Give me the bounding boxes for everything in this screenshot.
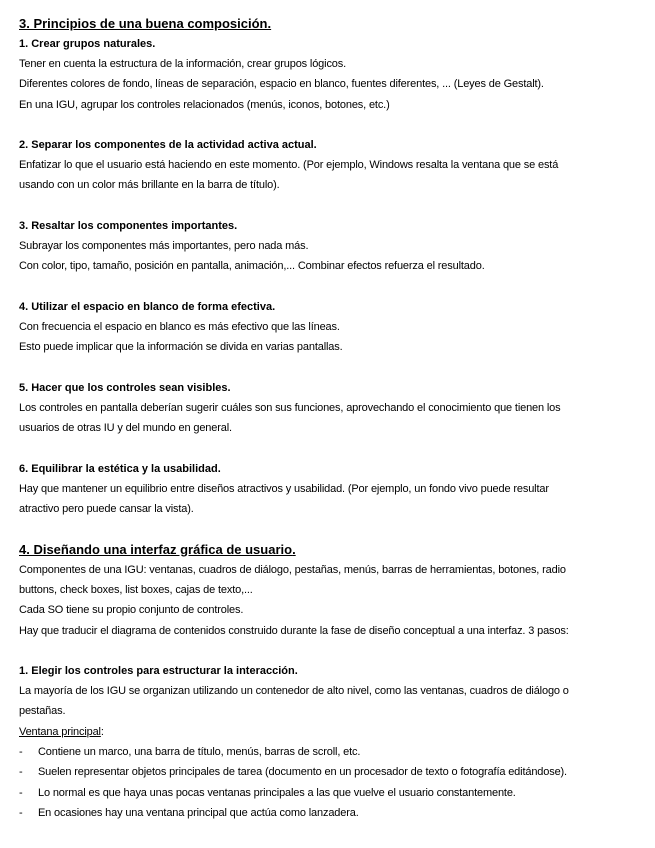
principle-4-line-1: Con frecuencia el espacio en blanco es más efectivo que las líneas. bbox=[19, 320, 340, 333]
principle-4-heading: 4. Utilizar el espacio en blanco de forma efectiva. bbox=[19, 300, 276, 313]
section-4-intro-line-2: buttons, check boxes, list boxes, cajas de texto,... bbox=[19, 583, 253, 596]
bullet-item bbox=[19, 783, 641, 803]
bullet-text: Suelen representar objetos principales de tarea (documento en un procesador de texto o fotografía editándose). bbox=[38, 766, 567, 779]
principle-1-line-3: En una IGU, agrupar los controles relacionados (menús, iconos, botones, etc.) bbox=[19, 98, 390, 111]
principle-1-line-2: Diferentes colores de fondo, líneas de separación, espacio en blanco, fuentes diferentes, ... (Leyes de Gestalt). bbox=[19, 78, 544, 91]
bullet-item bbox=[19, 762, 641, 782]
document-page bbox=[19, 14, 641, 823]
bullet-text: Lo normal es que haya unas pocas ventanas principales a las que vuelve el usuario constantemente. bbox=[38, 786, 516, 799]
section-4-title: 4. Diseñando una interfaz gráfica de usuario. bbox=[19, 541, 296, 557]
bullet-marker: - bbox=[19, 746, 23, 759]
principle-3-line-1: Subrayar los componentes más importantes, pero nada más. bbox=[19, 240, 309, 253]
bullet-text: Contiene un marco, una barra de título, menús, barras de scroll, etc. bbox=[38, 746, 361, 759]
principle-2-line-2: usando con un color más brillante en la barra de título). bbox=[19, 179, 280, 192]
bullet-item bbox=[19, 803, 641, 823]
bullet-marker: - bbox=[19, 806, 23, 819]
principle-6-line-2: atractivo pero puede cansar la vista). bbox=[19, 503, 194, 516]
principle-1-heading: 1. Crear grupos naturales. bbox=[19, 38, 156, 50]
section-4-intro-line-4: Hay que traducir el diagrama de contenidos construido durante la fase de diseño conceptual a una interfaz. 3 pasos: bbox=[19, 624, 569, 637]
principle-4-line-2: Esto puede implicar que la información se divida en varias pantallas. bbox=[19, 341, 343, 354]
principle-5-line-2: usuarios de otras IU y del mundo en general. bbox=[19, 422, 232, 435]
main-window-subheading: Ventana principal: bbox=[19, 725, 104, 738]
section-4-intro-line-1: Componentes de una IGU: ventanas, cuadros de diálogo, pestañas, menús, barras de herramientas, botones, radio bbox=[19, 563, 566, 576]
principle-5-heading: 5. Hacer que los controles sean visibles. bbox=[19, 381, 231, 394]
bullet-item bbox=[19, 742, 641, 762]
section-3-title: 3. Principios de una buena composición. bbox=[19, 16, 272, 31]
bullet-marker: - bbox=[19, 786, 23, 799]
principle-1-line-1: Tener en cuenta la estructura de la información, crear grupos lógicos. bbox=[19, 58, 347, 70]
principle-2-heading: 2. Separar los componentes de la actividad activa actual. bbox=[19, 139, 317, 152]
bullet-marker: - bbox=[19, 766, 23, 779]
bullet-text: En ocasiones hay una ventana principal que actúa como lanzadera. bbox=[38, 806, 359, 819]
principle-3-heading: 3. Resaltar los componentes importantes. bbox=[19, 220, 238, 233]
principle-6-heading: 6. Equilibrar la estética y la usabilidad. bbox=[19, 462, 221, 475]
section-4-intro-line-3: Cada SO tiene su propio conjunto de controles. bbox=[19, 604, 244, 617]
principle-3-line-2: Con color, tipo, tamaño, posición en pantalla, animación,... Combinar efectos refuerza el resultado. bbox=[19, 260, 485, 273]
principle-5-line-1: Los controles en pantalla deberían sugerir cuáles son sus funciones, aprovechando el conocimiento que tienen los bbox=[19, 401, 561, 414]
step-1-line-1: La mayoría de los IGU se organizan utilizando un contenedor de alto nivel, como las ventanas, cuadros de diálogo o bbox=[19, 685, 569, 698]
principle-6-line-1: Hay que mantener un equilibrio entre diseños atractivos y usabilidad. (Por ejemplo, un fondo vivo puede resultar bbox=[19, 482, 549, 495]
principle-2-line-1: Enfatizar lo que el usuario está haciendo en este momento. (Por ejemplo, Windows resalta la ventana que se está bbox=[19, 159, 559, 172]
step-1-line-2: pestañas. bbox=[19, 705, 66, 718]
step-1-heading: 1. Elegir los controles para estructurar la interacción. bbox=[19, 665, 298, 678]
